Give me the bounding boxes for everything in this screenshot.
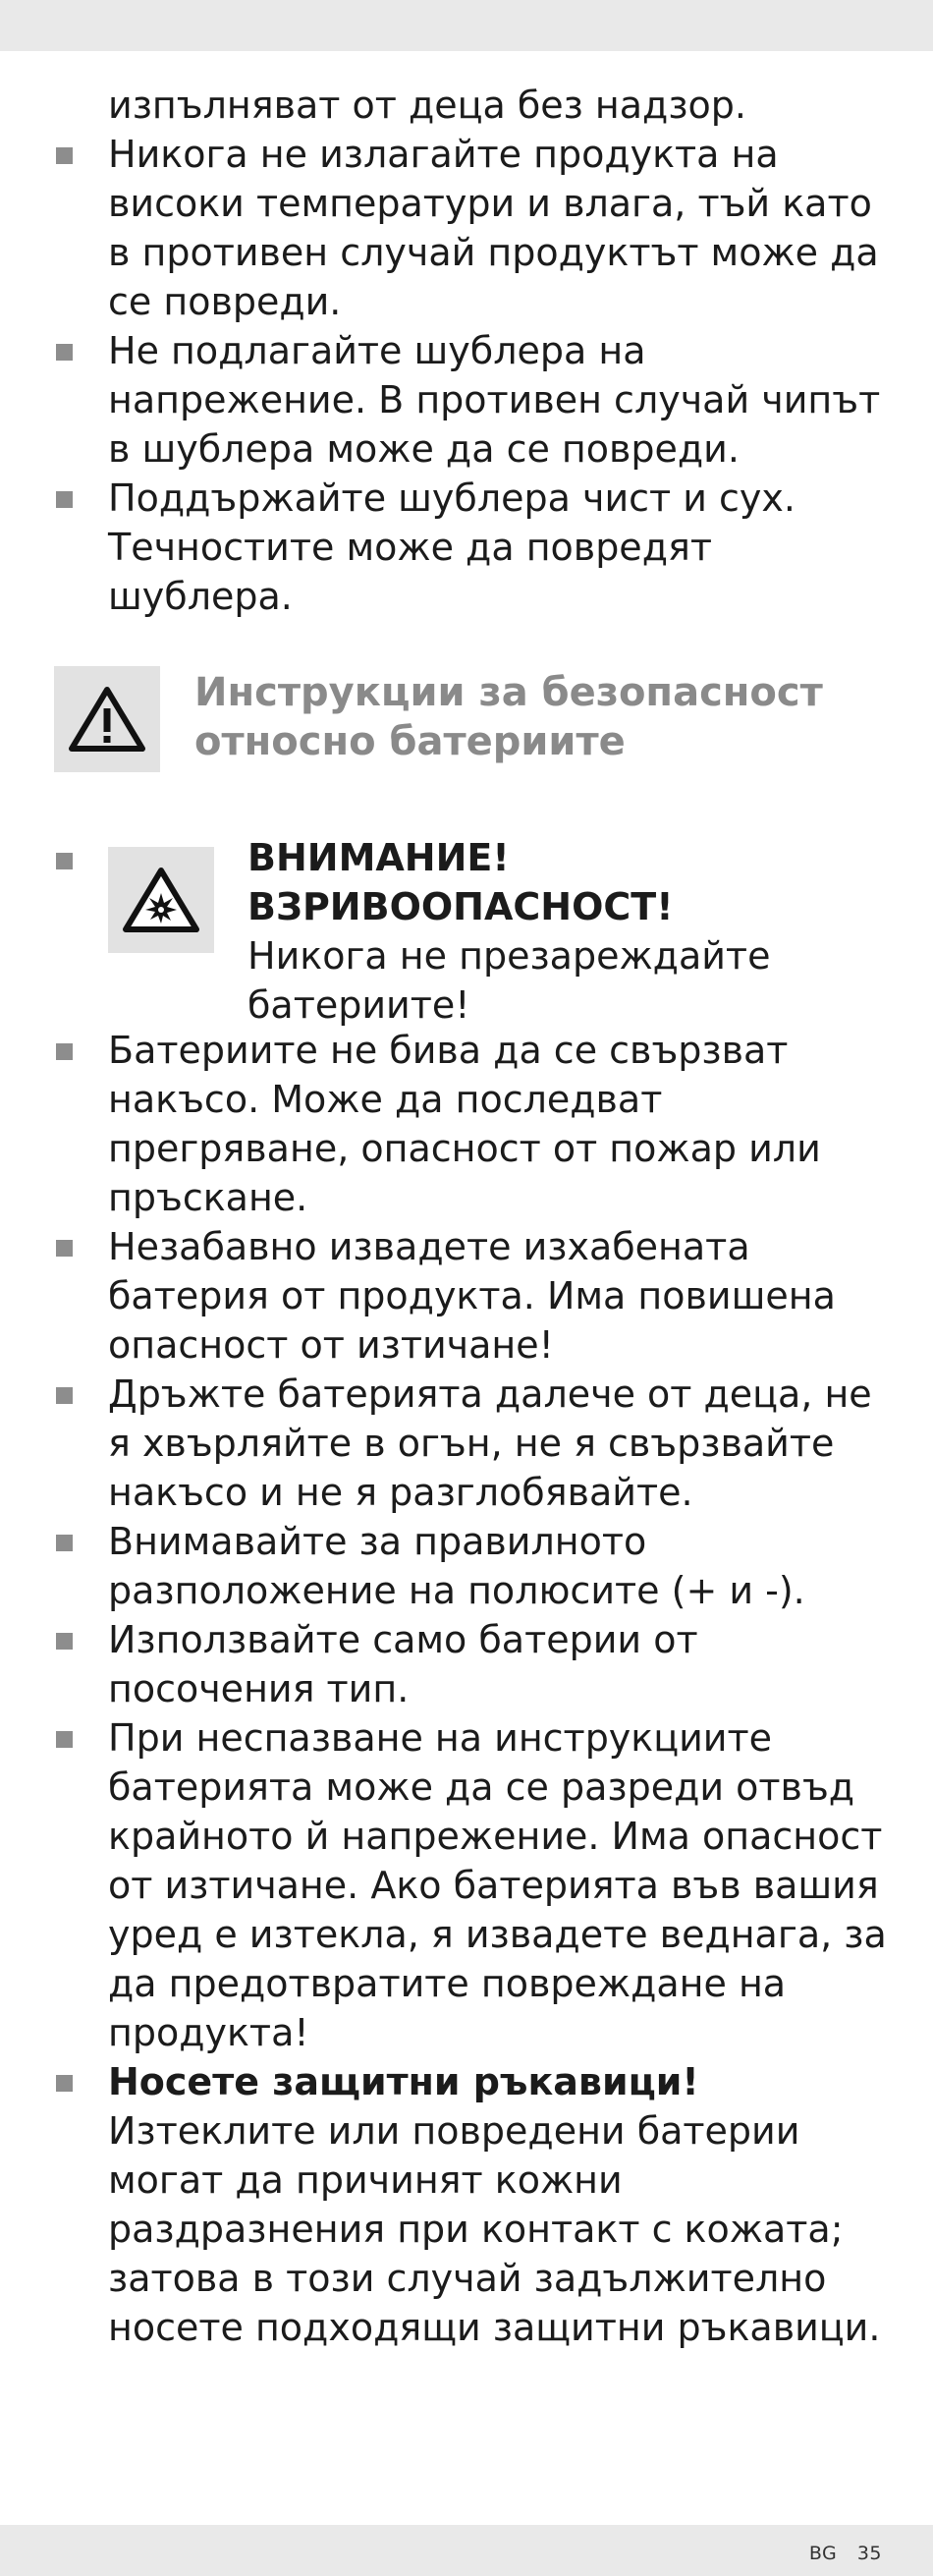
bullet-icon bbox=[56, 1387, 73, 1404]
page-content bbox=[0, 81, 933, 2352]
list-item bbox=[0, 326, 894, 474]
section-heading bbox=[0, 666, 933, 774]
section-title: Инструкции за безопасност относно батериите bbox=[194, 670, 823, 764]
list-item bbox=[0, 1370, 894, 1517]
list-item bbox=[0, 1713, 894, 2057]
bullet-icon bbox=[56, 1731, 73, 1748]
bullet-icon bbox=[56, 1043, 73, 1060]
warning-text bbox=[247, 833, 896, 1030]
warning-triangle-icon bbox=[54, 666, 160, 772]
list-item-text: Незабавно извадете изхабената батерия от продукта. Има повишена опасност от изтичане! bbox=[108, 1225, 836, 1367]
bullet-icon bbox=[56, 1535, 73, 1551]
list-item-text: Батериите не бива да се свързват накъсо. Може да последват прегряване, опасност от пожар или пръскане. bbox=[108, 1029, 821, 1219]
list-item-text: Дръжте батерията далече от деца, не я хвърляйте в огън, не я свързвайте накъсо и не я разглобявайте. bbox=[108, 1372, 872, 1514]
continuation-text: изпълняват от деца без надзор. bbox=[108, 84, 746, 127]
list-item bbox=[0, 1517, 894, 1615]
list-item-text: При неспазване на инструкциите батерията може да се разреди отвъд крайното й напрежение. Има опасност от изтичане. Ако батерията във вашия уред е изтекла, я извадете веднага, за да предотвратите повреждане на продукта! bbox=[108, 1716, 887, 2054]
explosion-warning-icon bbox=[108, 847, 214, 953]
gloves-item bbox=[0, 2057, 894, 2352]
list-item-text: Внимавайте за правилното разположение на полюсите (+ и -). bbox=[108, 1520, 805, 1612]
bullet-icon bbox=[56, 1240, 73, 1257]
bullet-icon bbox=[56, 147, 73, 164]
bullet-icon bbox=[56, 1633, 73, 1650]
gloves-text: Изтеклите или повредени батерии могат да причинят кожни раздразнения при контакт с кожата; затова в този случай задължително носете подходящи защитни ръкавици. bbox=[108, 2109, 881, 2349]
list-item bbox=[0, 1222, 894, 1370]
bullet-icon bbox=[56, 344, 73, 361]
bullet-icon bbox=[56, 491, 73, 508]
list-item-text: Никога не излагайте продукта на високи температури и влага, тъй като в противен случай продуктът може да се повреди. bbox=[108, 133, 879, 323]
warning-title-line1: ВНИМАНИЕ! bbox=[247, 836, 510, 879]
warning-title-line2: ВЗРИВООПАСНОСТ! bbox=[247, 885, 674, 928]
list-item bbox=[0, 130, 894, 326]
list-item bbox=[0, 1615, 894, 1713]
explosion-warning-item bbox=[0, 833, 933, 1026]
bottom-band bbox=[0, 2525, 933, 2576]
list-item-text: Използвайте само батерии от посочения тип. bbox=[108, 1618, 698, 1710]
page-footer bbox=[809, 2543, 882, 2564]
bullet-icon bbox=[56, 2075, 73, 2092]
footer-page-number: 35 bbox=[856, 2543, 882, 2564]
list-item-text: Поддържайте шублера чист и сух. Течностите може да повредят шублера. bbox=[108, 476, 796, 618]
footer-language: BG bbox=[808, 2543, 838, 2564]
list-item-text: Не подлагайте шублера на напрежение. В противен случай чипът в шублера може да се повреди. bbox=[108, 329, 881, 471]
list-item bbox=[0, 1026, 894, 1222]
bullet-icon bbox=[56, 853, 73, 869]
gloves-title: Носете защитни ръкавици! bbox=[108, 2060, 699, 2103]
warning-body: Никога не презареждайте батериите! bbox=[247, 934, 771, 1027]
top-band bbox=[0, 0, 933, 51]
list-item bbox=[0, 474, 894, 621]
